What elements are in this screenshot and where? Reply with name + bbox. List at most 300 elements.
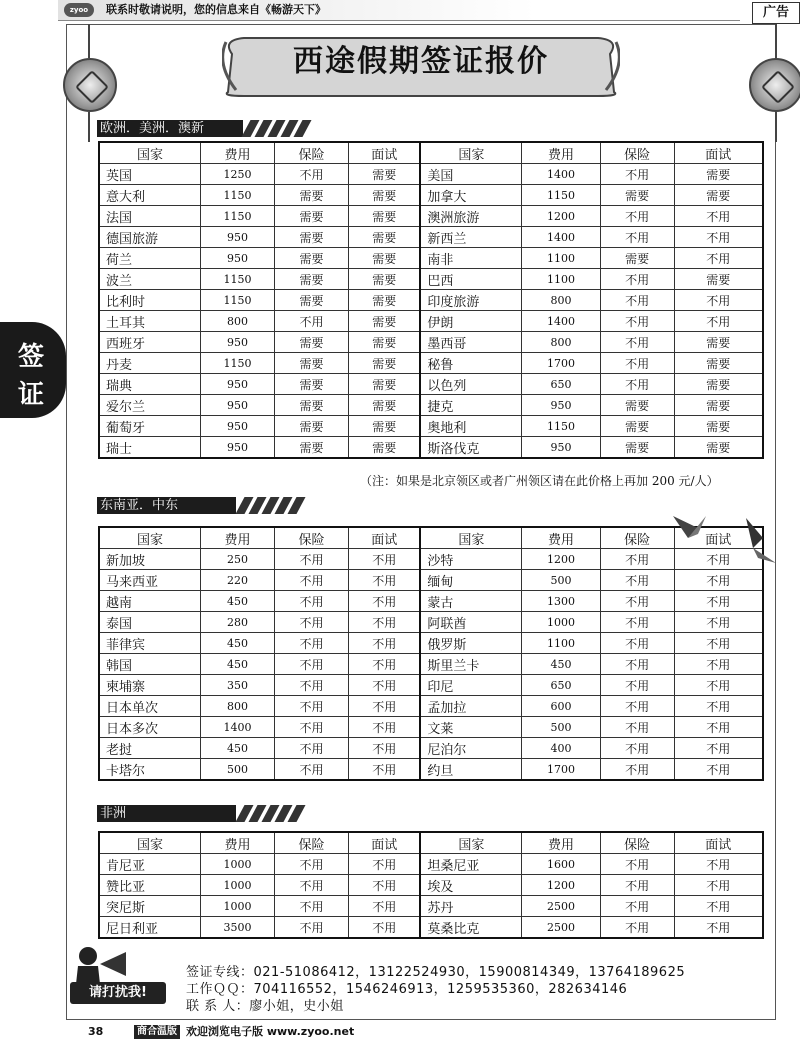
insurance-cell: 需要 bbox=[275, 290, 349, 311]
country-cell: 斯里兰卡 bbox=[420, 654, 522, 675]
fee-cell: 1400 bbox=[522, 227, 600, 248]
interview-cell: 需要 bbox=[349, 227, 421, 248]
interview-cell: 需要 bbox=[674, 437, 763, 459]
insurance-cell: 不用 bbox=[600, 591, 674, 612]
country-cell: 瑞典 bbox=[99, 374, 201, 395]
top-bar bbox=[58, 0, 740, 21]
column-header: 保险 bbox=[275, 527, 349, 549]
interview-cell: 不用 bbox=[674, 875, 763, 896]
country-cell: 泰国 bbox=[99, 612, 201, 633]
fee-cell: 1400 bbox=[201, 717, 275, 738]
country-cell: 法国 bbox=[99, 206, 201, 227]
contact-persons: 联 系 人：廖小姐，史小姐 bbox=[186, 999, 344, 1014]
column-header: 面试 bbox=[349, 527, 421, 549]
insurance-cell: 不用 bbox=[600, 917, 674, 939]
insurance-cell: 不用 bbox=[600, 164, 674, 185]
country-cell: 新加坡 bbox=[99, 549, 201, 570]
table-row bbox=[99, 332, 763, 353]
fee-cell: 1400 bbox=[522, 311, 600, 332]
fee-cell: 1200 bbox=[522, 549, 600, 570]
table-row bbox=[99, 759, 763, 781]
country-cell: 印度旅游 bbox=[420, 290, 522, 311]
column-header: 费用 bbox=[522, 527, 600, 549]
column-header: 保险 bbox=[600, 832, 674, 854]
visa-hotline: 签证专线：021-51086412，13122524930，15900814349，13764189625 bbox=[186, 965, 686, 980]
fee-cell: 220 bbox=[201, 570, 275, 591]
country-cell: 丹麦 bbox=[99, 353, 201, 374]
insurance-cell: 不用 bbox=[275, 896, 349, 917]
fee-cell: 500 bbox=[522, 717, 600, 738]
country-cell: 马来西亚 bbox=[99, 570, 201, 591]
butterfly-decoration bbox=[668, 508, 778, 578]
fee-cell: 950 bbox=[201, 395, 275, 416]
fee-cell: 1150 bbox=[201, 290, 275, 311]
column-header: 费用 bbox=[201, 832, 275, 854]
insurance-cell: 不用 bbox=[600, 311, 674, 332]
top-notice: 联系时敬请说明，您的信息来自《畅游天下》 bbox=[106, 3, 326, 16]
lantern-tassel-left bbox=[88, 112, 90, 142]
table-row bbox=[99, 917, 763, 939]
insurance-cell: 不用 bbox=[275, 759, 349, 781]
interview-cell: 不用 bbox=[674, 633, 763, 654]
column-header: 面试 bbox=[674, 832, 763, 854]
country-cell: 加拿大 bbox=[420, 185, 522, 206]
fee-cell: 950 bbox=[522, 437, 600, 459]
coin-ornament-right bbox=[749, 58, 800, 112]
interview-cell: 不用 bbox=[674, 290, 763, 311]
interview-cell: 需要 bbox=[674, 269, 763, 290]
fee-cell: 500 bbox=[522, 570, 600, 591]
country-cell: 韩国 bbox=[99, 654, 201, 675]
fee-cell: 950 bbox=[201, 227, 275, 248]
fee-cell: 1150 bbox=[201, 206, 275, 227]
fee-cell: 1150 bbox=[201, 185, 275, 206]
interview-cell: 不用 bbox=[674, 227, 763, 248]
country-cell: 赞比亚 bbox=[99, 875, 201, 896]
insurance-cell: 不用 bbox=[600, 896, 674, 917]
insurance-cell: 不用 bbox=[275, 591, 349, 612]
insurance-cell: 不用 bbox=[600, 206, 674, 227]
country-cell: 瑞士 bbox=[99, 437, 201, 459]
interview-cell: 不用 bbox=[349, 717, 421, 738]
fee-cell: 1200 bbox=[522, 875, 600, 896]
section-stripes-africa bbox=[240, 805, 305, 822]
interview-cell: 需要 bbox=[349, 332, 421, 353]
interview-cell: 不用 bbox=[349, 549, 421, 570]
table-row bbox=[99, 353, 763, 374]
insurance-cell: 需要 bbox=[275, 269, 349, 290]
insurance-cell: 不用 bbox=[275, 854, 349, 875]
table-row bbox=[99, 549, 763, 570]
insurance-cell: 不用 bbox=[600, 227, 674, 248]
table-row bbox=[99, 206, 763, 227]
table-row bbox=[99, 395, 763, 416]
country-cell: 柬埔寨 bbox=[99, 675, 201, 696]
country-cell: 坦桑尼亚 bbox=[420, 854, 522, 875]
insurance-cell: 不用 bbox=[600, 654, 674, 675]
europe-price-table bbox=[98, 141, 764, 459]
page-title: 西途假期签证报价 bbox=[293, 44, 549, 79]
country-cell: 日本单次 bbox=[99, 696, 201, 717]
fee-cell: 800 bbox=[522, 290, 600, 311]
fee-cell: 950 bbox=[201, 248, 275, 269]
interview-cell: 不用 bbox=[674, 759, 763, 781]
insurance-cell: 需要 bbox=[275, 353, 349, 374]
fee-cell: 3500 bbox=[201, 917, 275, 939]
interview-cell: 需要 bbox=[349, 248, 421, 269]
country-cell: 蒙古 bbox=[420, 591, 522, 612]
column-header: 面试 bbox=[349, 142, 421, 164]
table-row bbox=[99, 675, 763, 696]
country-cell: 新西兰 bbox=[420, 227, 522, 248]
insurance-cell: 不用 bbox=[600, 570, 674, 591]
interview-cell: 需要 bbox=[349, 290, 421, 311]
fee-cell: 1100 bbox=[522, 633, 600, 654]
interview-cell: 不用 bbox=[349, 854, 421, 875]
interview-cell: 需要 bbox=[349, 269, 421, 290]
interview-cell: 不用 bbox=[674, 248, 763, 269]
coin-ornament-left bbox=[63, 58, 117, 112]
insurance-cell: 不用 bbox=[600, 549, 674, 570]
insurance-cell: 需要 bbox=[600, 437, 674, 459]
fee-cell: 1400 bbox=[522, 164, 600, 185]
side-tab-char-2: 证 bbox=[18, 380, 45, 410]
fee-cell: 450 bbox=[201, 591, 275, 612]
country-cell: 日本多次 bbox=[99, 717, 201, 738]
fee-cell: 2500 bbox=[522, 917, 600, 939]
insurance-cell: 不用 bbox=[600, 675, 674, 696]
interview-cell: 不用 bbox=[349, 612, 421, 633]
interview-cell: 不用 bbox=[349, 570, 421, 591]
country-cell: 菲律宾 bbox=[99, 633, 201, 654]
table-row bbox=[99, 875, 763, 896]
insurance-cell: 不用 bbox=[275, 549, 349, 570]
interview-cell: 不用 bbox=[674, 654, 763, 675]
fee-cell: 950 bbox=[201, 437, 275, 459]
interview-cell: 不用 bbox=[349, 917, 421, 939]
insurance-cell: 需要 bbox=[275, 374, 349, 395]
table-row bbox=[99, 896, 763, 917]
interview-cell: 需要 bbox=[674, 185, 763, 206]
interview-cell: 需要 bbox=[349, 395, 421, 416]
table-header-row bbox=[99, 527, 763, 549]
interview-cell: 不用 bbox=[674, 591, 763, 612]
fee-cell: 950 bbox=[201, 374, 275, 395]
country-cell: 意大利 bbox=[99, 185, 201, 206]
table-row bbox=[99, 227, 763, 248]
country-cell: 南非 bbox=[420, 248, 522, 269]
sea-price-table bbox=[98, 526, 764, 781]
insurance-cell: 需要 bbox=[600, 395, 674, 416]
footer-url: 欢迎浏览电子版 www.zyoo.net bbox=[186, 1025, 355, 1038]
column-header: 国家 bbox=[99, 142, 201, 164]
lantern-tassel-right bbox=[775, 112, 777, 142]
insurance-cell: 不用 bbox=[600, 269, 674, 290]
interview-cell: 不用 bbox=[674, 854, 763, 875]
insurance-cell: 需要 bbox=[600, 416, 674, 437]
fee-cell: 1700 bbox=[522, 759, 600, 781]
fee-cell: 1150 bbox=[201, 353, 275, 374]
country-cell: 巴西 bbox=[420, 269, 522, 290]
insurance-cell: 不用 bbox=[600, 696, 674, 717]
table-row bbox=[99, 290, 763, 311]
interview-cell: 需要 bbox=[349, 416, 421, 437]
fee-cell: 1300 bbox=[522, 591, 600, 612]
table-header-row bbox=[99, 142, 763, 164]
table-row bbox=[99, 696, 763, 717]
fee-cell: 450 bbox=[522, 654, 600, 675]
insurance-cell: 不用 bbox=[275, 875, 349, 896]
section-stripes-europe bbox=[246, 120, 311, 137]
column-header: 保险 bbox=[275, 142, 349, 164]
magazine-logo: zyoo bbox=[64, 3, 94, 17]
interview-cell: 不用 bbox=[674, 206, 763, 227]
insurance-cell: 需要 bbox=[275, 206, 349, 227]
fee-cell: 2500 bbox=[522, 896, 600, 917]
country-cell: 沙特 bbox=[420, 549, 522, 570]
interview-cell: 不用 bbox=[674, 612, 763, 633]
edition-tag: 商合温版 bbox=[134, 1025, 180, 1039]
insurance-cell: 需要 bbox=[600, 185, 674, 206]
table-row bbox=[99, 738, 763, 759]
table-row bbox=[99, 311, 763, 332]
fee-cell: 800 bbox=[201, 311, 275, 332]
fee-cell: 450 bbox=[201, 738, 275, 759]
table-row bbox=[99, 854, 763, 875]
country-cell: 波兰 bbox=[99, 269, 201, 290]
interview-cell: 需要 bbox=[674, 353, 763, 374]
country-cell: 肯尼亚 bbox=[99, 854, 201, 875]
country-cell: 荷兰 bbox=[99, 248, 201, 269]
section-stripes-sea bbox=[240, 497, 305, 514]
fee-cell: 1150 bbox=[522, 185, 600, 206]
fee-cell: 400 bbox=[522, 738, 600, 759]
table-header-row bbox=[99, 832, 763, 854]
insurance-cell: 不用 bbox=[600, 875, 674, 896]
insurance-cell: 需要 bbox=[275, 185, 349, 206]
europe-note: （注：如果是北京领区或者广州领区请在此价格上再加 200 元/人） bbox=[360, 474, 719, 488]
fee-cell: 1000 bbox=[201, 854, 275, 875]
insurance-cell: 不用 bbox=[600, 717, 674, 738]
interview-cell: 不用 bbox=[674, 549, 763, 570]
insurance-cell: 不用 bbox=[600, 374, 674, 395]
insurance-cell: 不用 bbox=[275, 696, 349, 717]
country-cell: 土耳其 bbox=[99, 311, 201, 332]
interview-cell: 需要 bbox=[349, 206, 421, 227]
interview-cell: 不用 bbox=[349, 633, 421, 654]
country-cell: 爱尔兰 bbox=[99, 395, 201, 416]
column-header: 面试 bbox=[674, 527, 763, 549]
insurance-cell: 不用 bbox=[275, 738, 349, 759]
table-row bbox=[99, 248, 763, 269]
country-cell: 苏丹 bbox=[420, 896, 522, 917]
country-cell: 孟加拉 bbox=[420, 696, 522, 717]
country-cell: 奥地利 bbox=[420, 416, 522, 437]
call-me-badge: 请打扰我! bbox=[70, 982, 166, 1004]
insurance-cell: 需要 bbox=[275, 437, 349, 459]
country-cell: 秘鲁 bbox=[420, 353, 522, 374]
country-cell: 老挝 bbox=[99, 738, 201, 759]
interview-cell: 需要 bbox=[674, 395, 763, 416]
fee-cell: 1250 bbox=[201, 164, 275, 185]
fee-cell: 950 bbox=[201, 332, 275, 353]
insurance-cell: 需要 bbox=[275, 332, 349, 353]
side-tab-char-1: 签 bbox=[18, 342, 45, 372]
interview-cell: 不用 bbox=[674, 570, 763, 591]
section-title-sea: 东南亚．中东 bbox=[97, 497, 236, 514]
table-row bbox=[99, 374, 763, 395]
interview-cell: 需要 bbox=[349, 437, 421, 459]
fee-cell: 1200 bbox=[522, 206, 600, 227]
lantern-cord-left bbox=[88, 24, 90, 58]
insurance-cell: 需要 bbox=[275, 395, 349, 416]
insurance-cell: 不用 bbox=[275, 917, 349, 939]
fee-cell: 450 bbox=[201, 633, 275, 654]
interview-cell: 需要 bbox=[674, 164, 763, 185]
fee-cell: 800 bbox=[201, 696, 275, 717]
table-row bbox=[99, 164, 763, 185]
table-row bbox=[99, 437, 763, 459]
column-header: 费用 bbox=[522, 142, 600, 164]
column-header: 国家 bbox=[99, 832, 201, 854]
fee-cell: 1600 bbox=[522, 854, 600, 875]
interview-cell: 不用 bbox=[349, 738, 421, 759]
country-cell: 斯洛伐克 bbox=[420, 437, 522, 459]
insurance-cell: 需要 bbox=[275, 416, 349, 437]
side-tab-visa bbox=[0, 322, 66, 418]
insurance-cell: 不用 bbox=[600, 332, 674, 353]
column-header: 国家 bbox=[420, 527, 522, 549]
insurance-cell: 不用 bbox=[600, 633, 674, 654]
interview-cell: 不用 bbox=[349, 896, 421, 917]
column-header: 保险 bbox=[600, 142, 674, 164]
country-cell: 比利时 bbox=[99, 290, 201, 311]
column-header: 费用 bbox=[201, 527, 275, 549]
section-title-europe: 欧洲．美洲．澳新 bbox=[97, 120, 243, 137]
country-cell: 以色列 bbox=[420, 374, 522, 395]
table-row bbox=[99, 612, 763, 633]
fee-cell: 450 bbox=[201, 654, 275, 675]
insurance-cell: 需要 bbox=[275, 248, 349, 269]
fee-cell: 350 bbox=[201, 675, 275, 696]
fee-cell: 950 bbox=[201, 416, 275, 437]
fee-cell: 950 bbox=[522, 395, 600, 416]
interview-cell: 不用 bbox=[674, 311, 763, 332]
insurance-cell: 不用 bbox=[275, 675, 349, 696]
interview-cell: 不用 bbox=[674, 696, 763, 717]
ad-tag: 广告 bbox=[752, 2, 800, 24]
insurance-cell: 不用 bbox=[600, 738, 674, 759]
country-cell: 西班牙 bbox=[99, 332, 201, 353]
country-cell: 捷克 bbox=[420, 395, 522, 416]
fee-cell: 1150 bbox=[201, 269, 275, 290]
interview-cell: 需要 bbox=[349, 374, 421, 395]
column-header: 国家 bbox=[420, 832, 522, 854]
insurance-cell: 不用 bbox=[275, 311, 349, 332]
insurance-cell: 不用 bbox=[275, 717, 349, 738]
table-row bbox=[99, 570, 763, 591]
interview-cell: 不用 bbox=[349, 875, 421, 896]
country-cell: 伊朗 bbox=[420, 311, 522, 332]
interview-cell: 需要 bbox=[674, 374, 763, 395]
interview-cell: 不用 bbox=[674, 738, 763, 759]
country-cell: 缅甸 bbox=[420, 570, 522, 591]
insurance-cell: 不用 bbox=[600, 759, 674, 781]
insurance-cell: 不用 bbox=[275, 654, 349, 675]
fee-cell: 800 bbox=[522, 332, 600, 353]
country-cell: 阿联酋 bbox=[420, 612, 522, 633]
fee-cell: 280 bbox=[201, 612, 275, 633]
column-header: 保险 bbox=[600, 527, 674, 549]
column-header: 面试 bbox=[674, 142, 763, 164]
country-cell: 墨西哥 bbox=[420, 332, 522, 353]
insurance-cell: 不用 bbox=[275, 633, 349, 654]
column-header: 费用 bbox=[522, 832, 600, 854]
africa-price-table bbox=[98, 831, 764, 939]
country-cell: 葡萄牙 bbox=[99, 416, 201, 437]
fee-cell: 500 bbox=[201, 759, 275, 781]
table-row bbox=[99, 633, 763, 654]
table-row bbox=[99, 591, 763, 612]
country-cell: 越南 bbox=[99, 591, 201, 612]
interview-cell: 需要 bbox=[349, 185, 421, 206]
page-number: 38 bbox=[88, 1025, 104, 1038]
fee-cell: 1000 bbox=[522, 612, 600, 633]
insurance-cell: 不用 bbox=[275, 164, 349, 185]
country-cell: 尼日利亚 bbox=[99, 917, 201, 939]
table-row bbox=[99, 654, 763, 675]
fee-cell: 1100 bbox=[522, 269, 600, 290]
interview-cell: 不用 bbox=[674, 896, 763, 917]
insurance-cell: 不用 bbox=[600, 353, 674, 374]
insurance-cell: 不用 bbox=[275, 570, 349, 591]
interview-cell: 需要 bbox=[674, 416, 763, 437]
country-cell: 突尼斯 bbox=[99, 896, 201, 917]
fee-cell: 1000 bbox=[201, 875, 275, 896]
interview-cell: 不用 bbox=[349, 759, 421, 781]
interview-cell: 不用 bbox=[674, 717, 763, 738]
interview-cell: 不用 bbox=[349, 696, 421, 717]
fee-cell: 650 bbox=[522, 374, 600, 395]
country-cell: 卡塔尔 bbox=[99, 759, 201, 781]
country-cell: 莫桑比克 bbox=[420, 917, 522, 939]
interview-cell: 需要 bbox=[349, 164, 421, 185]
interview-cell: 不用 bbox=[349, 654, 421, 675]
insurance-cell: 不用 bbox=[275, 612, 349, 633]
fee-cell: 250 bbox=[201, 549, 275, 570]
column-header: 国家 bbox=[99, 527, 201, 549]
interview-cell: 不用 bbox=[349, 675, 421, 696]
lantern-cord-right bbox=[775, 24, 777, 58]
country-cell: 英国 bbox=[99, 164, 201, 185]
fee-cell: 1100 bbox=[522, 248, 600, 269]
interview-cell: 需要 bbox=[674, 332, 763, 353]
table-row bbox=[99, 717, 763, 738]
interview-cell: 需要 bbox=[349, 311, 421, 332]
fee-cell: 650 bbox=[522, 675, 600, 696]
fee-cell: 600 bbox=[522, 696, 600, 717]
table-row bbox=[99, 185, 763, 206]
fee-cell: 1000 bbox=[201, 896, 275, 917]
insurance-cell: 不用 bbox=[600, 612, 674, 633]
country-cell: 约旦 bbox=[420, 759, 522, 781]
table-row bbox=[99, 416, 763, 437]
interview-cell: 不用 bbox=[349, 591, 421, 612]
country-cell: 文莱 bbox=[420, 717, 522, 738]
country-cell: 德国旅游 bbox=[99, 227, 201, 248]
page-footer bbox=[0, 1024, 800, 1040]
country-cell: 埃及 bbox=[420, 875, 522, 896]
